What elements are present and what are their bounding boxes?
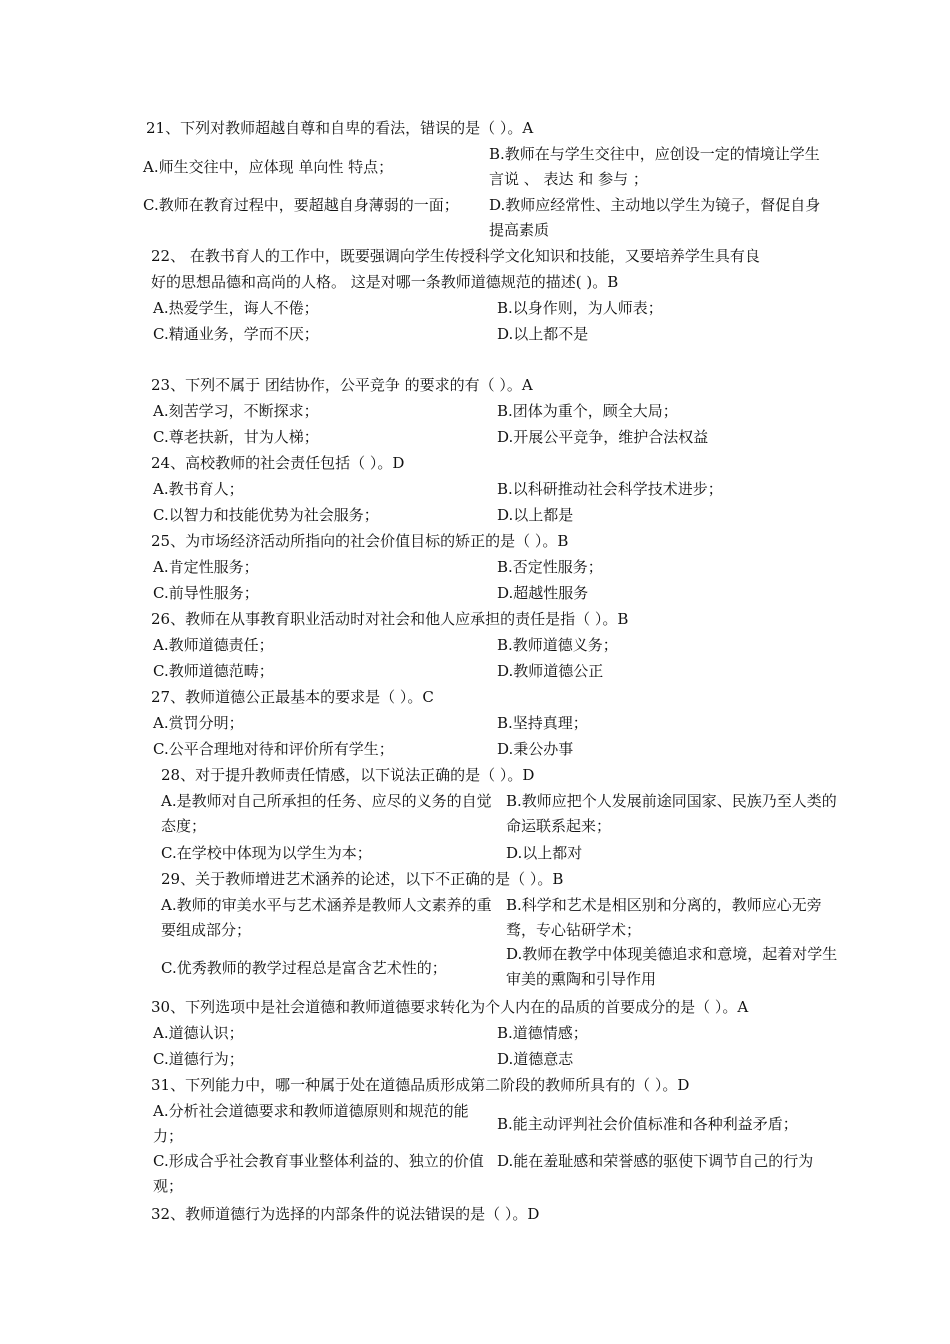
option-24-c: C.以智力和技能优势为社会服务； (153, 506, 379, 524)
option-27-b: B.坚持真理； (497, 714, 588, 732)
question-29: 29、关于教师增进艺术涵养的论述，以下不正确的是（ ）。B (161, 870, 564, 888)
question-31: 31、下列能力中，哪一种属于处在道德品质形成第二阶段的教师所具有的（ ）。D (151, 1076, 690, 1094)
option-24-d: D.以上都是 (497, 506, 574, 524)
option-26-d: D.教师道德公正 (497, 662, 604, 680)
option-22-c: C.精通业务，学而不厌； (153, 325, 319, 343)
option-21-c: C.教师在教育过程中，要超越自身薄弱的一面； (143, 196, 459, 214)
question-24: 24、高校教师的社会责任包括（ ）。D (151, 454, 405, 472)
option-24-a: A.教书育人； (153, 480, 244, 498)
option-31-d: D.能在羞耻感和荣誉感的驱使下调节自己的行为 (497, 1152, 814, 1170)
question-32: 32、教师道德行为选择的内部条件的说法错误的是（ ）。D (151, 1205, 540, 1223)
option-28-b: B.教师应把个人发展前途同国家、民族乃至人类的命运联系起来； (506, 792, 837, 835)
option-22-d: D.以上都不是 (497, 325, 589, 343)
option-22-a: A.热爱学生，诲人不倦； (153, 299, 319, 317)
option-27-a: A.赏罚分明； (153, 714, 244, 732)
option-27-c: C.公平合理地对待和评价所有学生； (153, 740, 394, 758)
question-26: 26、教师在从事教育职业活动时对社会和他人应承担的责任是指（ ）。B (151, 610, 629, 628)
option-24-b: B.以科研推动社会科学技术进步； (497, 480, 723, 498)
option-29-d: D.教师在教学中体现美德追求和意境，起着对学生审美的熏陶和引导作用 (506, 945, 838, 988)
question-28: 28、对于提升教师责任情感，以下说法正确的是（ ）。D (161, 766, 535, 784)
option-28-c: C.在学校中体现为以学生为本； (161, 844, 372, 862)
option-25-c: C.前导性服务； (153, 584, 259, 602)
option-25-d: D.超越性服务 (497, 584, 589, 602)
option-30-a: A.道德认识； (153, 1024, 244, 1042)
option-28-d: D.以上都对 (506, 844, 583, 862)
option-26-a: A.教师道德责任； (153, 636, 274, 654)
question-23: 23、下列不属于 团结协作，公平竞争 的要求的有（ ）。A (151, 376, 533, 394)
option-23-a: A.刻苦学习，不断探求； (153, 402, 319, 420)
question-25: 25、为市场经济活动所指向的社会价值目标的矫正的是（ ）。B (151, 532, 569, 550)
option-30-b: B.道德情感； (497, 1024, 588, 1042)
option-22-b: B.以身作则，为人师表； (497, 299, 663, 317)
option-26-c: C.教师道德范畴； (153, 662, 274, 680)
option-30-d: D.道德意志 (497, 1050, 574, 1068)
option-21-d: D.教师应经常性、主动地以学生为镜子，督促自身提高素质 (489, 196, 821, 239)
option-28-a: A.是教师对自己所承担的任务、应尽的义务的自觉态度； (161, 792, 492, 835)
question-22-line2: 好的思想品德和高尚的人格。 这是对哪一条教师道德规范的描述( )。B (151, 273, 619, 291)
option-27-d: D.秉公办事 (497, 740, 574, 758)
option-25-b: B.否定性服务； (497, 558, 603, 576)
option-23-c: C.尊老扶新，甘为人梯； (153, 428, 319, 446)
option-25-a: A.肯定性服务； (153, 558, 259, 576)
option-31-c: C.形成合乎社会教育事业整体利益的、独立的价值观； (153, 1152, 484, 1195)
option-21-b: B.教师在与学生交往中，应创设一定的情境让学生 言说 、 表达 和 参与 ； (489, 145, 820, 188)
option-31-a: A.分析社会道德要求和教师道德原则和规范的能力； (153, 1102, 469, 1145)
option-29-a: A.教师的审美水平与艺术涵养是教师人文素养的重要组成部分； (161, 896, 492, 939)
option-31-b: B.能主动评判社会价值标准和各种利益矛盾； (497, 1115, 798, 1133)
question-22-line1: 22、 在教书育人的工作中，既要强调向学生传授科学文化知识和技能，又要培养学生具有良 (151, 247, 760, 265)
option-21-a: A.师生交往中，应体现 单向性 特点； (143, 158, 394, 176)
question-27: 27、教师道德公正最基本的要求是（ ）。C (151, 688, 434, 706)
question-21: 21、下列对教师超越自尊和自卑的看法，错误的是（ ）。A (146, 119, 534, 137)
option-30-c: C.道德行为； (153, 1050, 244, 1068)
option-29-c: C.优秀教师的教学过程总是富含艺术性的； (161, 959, 447, 977)
option-29-b: B.科学和艺术是相区别和分离的，教师应心无旁骛，专心钻研学术； (506, 896, 822, 939)
question-30: 30、下列选项中是社会道德和教师道德要求转化为个人内在的品质的首要成分的是（ ）。A (151, 998, 749, 1016)
option-26-b: B.教师道德义务； (497, 636, 618, 654)
option-23-b: B.团体为重个，顾全大局； (497, 402, 678, 420)
option-23-d: D.开展公平竞争，维护合法权益 (497, 428, 709, 446)
